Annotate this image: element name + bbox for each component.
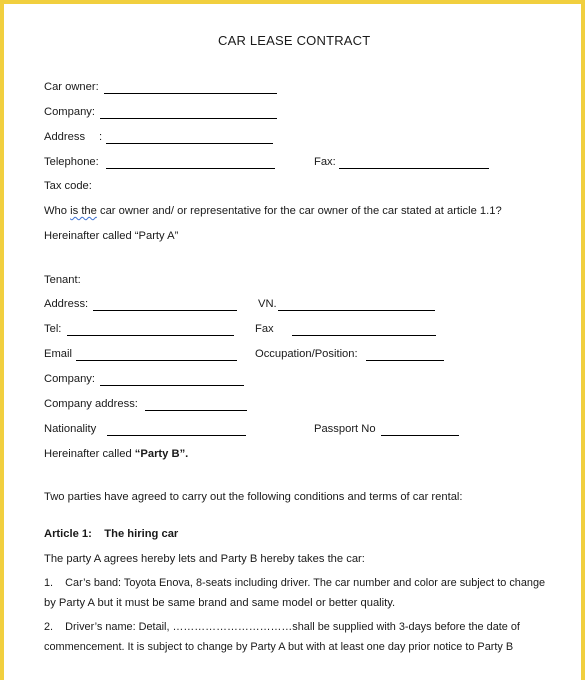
article-1-intro: The party A agrees hereby lets and Party B hereby takes the car:: [44, 553, 365, 565]
nationality-field[interactable]: [107, 435, 246, 436]
fax-label: Fax:: [314, 156, 336, 168]
article-1-heading: Article 1: The hiring car: [44, 528, 179, 540]
tenant-company-field[interactable]: [100, 385, 244, 386]
nationality-label: Nationality: [44, 423, 97, 435]
car-owner-label: Car owner:: [44, 81, 99, 93]
fax-field[interactable]: [339, 168, 489, 169]
company-address-field[interactable]: [145, 410, 247, 411]
tenant-label: Tenant:: [44, 274, 81, 286]
company-field[interactable]: [100, 118, 277, 119]
party-a-called: Hereinafter called “Party A”: [44, 230, 179, 242]
vn-label: VN.: [258, 298, 277, 310]
passport-label: Passport No: [314, 423, 376, 435]
car-owner-field[interactable]: [104, 93, 277, 94]
telephone-label: Telephone:: [44, 156, 99, 168]
document-page: [4, 4, 581, 680]
tenant-address-label: Address:: [44, 298, 89, 310]
address-field[interactable]: [106, 143, 273, 144]
address-colon: :: [99, 131, 103, 143]
party-b-name: “Party B”.: [134, 448, 189, 460]
address-label: Address: [44, 131, 86, 143]
company-label: Company:: [44, 106, 95, 118]
occupation-field[interactable]: [366, 360, 444, 361]
email-field[interactable]: [76, 360, 237, 361]
party-b-called: [44, 447, 188, 461]
tel-label: Tel:: [44, 323, 62, 335]
owner-question: [44, 204, 502, 218]
tenant-fax-label: Fax: [255, 323, 274, 335]
tenant-address-field[interactable]: [93, 310, 237, 311]
vn-field[interactable]: [278, 310, 435, 311]
question-end: car owner and/ or representative for the car owner of the car stated at article 1.1?: [96, 205, 502, 217]
telephone-field[interactable]: [106, 168, 275, 169]
tax-code-label: Tax code:: [44, 180, 92, 192]
party-b-prefix: Hereinafter called: [44, 448, 135, 460]
tel-field[interactable]: [67, 335, 234, 336]
article-1-item-2-line-1: 2. Driver’s name: Detail, ……………………………shall be supplied with 3-days before the date of: [44, 621, 520, 633]
occupation-label: Occupation/Position:: [255, 348, 358, 360]
agreement-text: Two parties have agreed to carry out the following conditions and terms of car rental:: [44, 491, 463, 503]
article-1-item-2-line-2: commencement. It is subject to change by Party A but with at least one day prior notice to Party B: [44, 641, 514, 653]
document-title: CAR LEASE CONTRACT: [218, 33, 371, 48]
company-address-label: Company address:: [44, 398, 138, 410]
question-wavy: is the: [70, 205, 97, 217]
question-start: Who: [44, 205, 71, 217]
tenant-fax-field[interactable]: [292, 335, 436, 336]
email-label: Email: [44, 348, 72, 360]
passport-field[interactable]: [381, 435, 459, 436]
article-1-item-1-line-2: by Party A but it must be same brand and same model or better quality.: [44, 597, 396, 609]
article-1-item-1-line-1: 1. Car’s band: Toyota Enova, 8-seats including driver. The car number and color are subject to change: [44, 577, 546, 589]
tenant-company-label: Company:: [44, 373, 95, 385]
